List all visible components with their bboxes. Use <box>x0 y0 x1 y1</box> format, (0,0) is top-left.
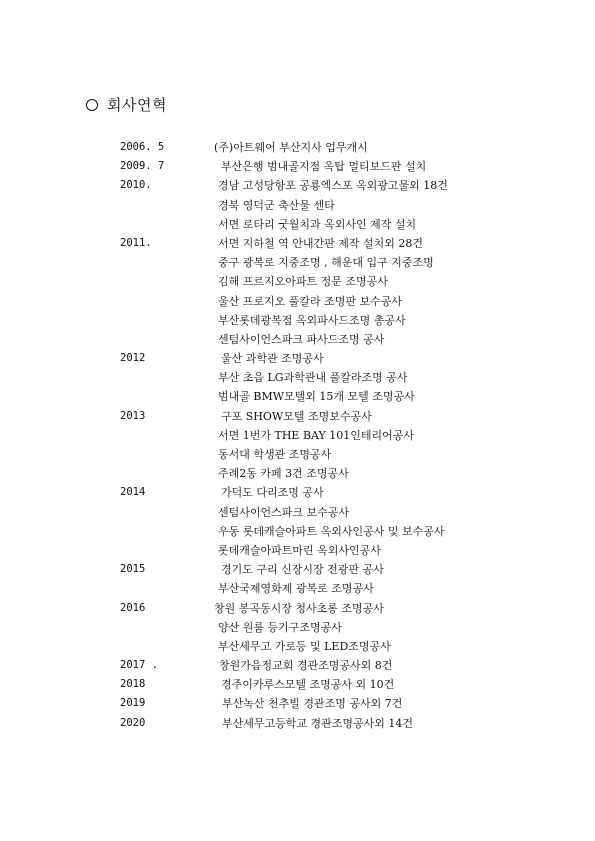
history-entry: 울산 과학관 조명공사 <box>221 352 324 366</box>
history-row <box>0 330 595 349</box>
history-year: 2010. <box>120 179 152 192</box>
history-entry: 부산 초읍 LG과학관내 풀칼라조명 공사 <box>218 371 408 385</box>
history-year: 2018 <box>120 678 146 691</box>
history-entry: 창원가음정교회 경관조명공사외 8건 <box>219 659 393 673</box>
history-row <box>0 138 595 157</box>
history-row <box>0 349 595 368</box>
history-year: 2015 <box>120 563 146 576</box>
history-entry: 부산롯데광복점 옥외파사드조명 총공사 <box>218 313 406 327</box>
history-row <box>0 234 595 253</box>
history-entry: 우동 롯데캐슬아파트 옥외사인공사 및 보수공사 <box>218 524 445 538</box>
history-row <box>0 675 595 694</box>
history-entry: 센텀사이언스파크 보수공사 <box>218 505 350 519</box>
section-heading <box>86 94 167 115</box>
company-history-list <box>0 138 595 733</box>
history-entry: 부산세무고등학교 경관조명공사외 14건 <box>222 716 414 730</box>
history-row <box>0 483 595 502</box>
history-row <box>0 196 595 215</box>
circle-bullet-icon <box>86 99 98 111</box>
history-entry: 주례2동 카페 3건 조명공사 <box>218 467 349 481</box>
history-row <box>0 272 595 291</box>
history-row <box>0 176 595 195</box>
history-entry: 경남 고성당항포 공룡엑스포 옥외광고물외 18건 <box>218 179 448 193</box>
history-row <box>0 311 595 330</box>
history-entry: 경북 영덕군 축산물 센타 <box>218 198 335 212</box>
history-year: 2017 . <box>120 659 158 672</box>
history-row <box>0 215 595 234</box>
history-year: 2016 <box>120 601 146 614</box>
history-row <box>0 714 595 733</box>
history-row <box>0 503 595 522</box>
history-row <box>0 541 595 560</box>
history-row <box>0 157 595 176</box>
history-entry: 김해 프르지오아파트 정문 조명공사 <box>218 275 388 289</box>
history-row <box>0 407 595 426</box>
history-year: 2013 <box>120 409 146 422</box>
history-entry: 서면 로타리 굿월치과 옥외사인 제작 설치 <box>218 217 417 231</box>
history-row <box>0 618 595 637</box>
history-entry: 동서대 학생관 조명공사 <box>218 448 332 461</box>
history-entry: 서면 지하철 역 안내간판 제작 설치외 28건 <box>218 236 423 250</box>
history-row <box>0 368 595 387</box>
history-row <box>0 387 595 406</box>
history-entry: 양산 원룸 등기구조명공사 <box>218 620 342 634</box>
section-title: 회사연혁 <box>107 96 167 114</box>
history-year: 2011. <box>120 236 152 249</box>
history-entry: 부산세무고 가로등 및 LED조명공사 <box>218 639 391 653</box>
history-entry: 경주이카루스모텔 조명공사 외 10건 <box>221 678 395 692</box>
history-entry: 롯데캐슬아파트마린 옥외사인공사 <box>218 543 381 557</box>
history-entry: 부산녹산 천추빌 경관조명 공사외 7건 <box>222 697 403 711</box>
history-year: 2009. 7 <box>120 160 165 173</box>
history-entry: 중구 광복로 지중조명 , 해운대 입구 지중조명 <box>218 256 434 270</box>
history-entry: 서면 1번가 THE BAY 101인테리어공사 <box>218 428 415 442</box>
history-entry: 구포 SHOW모텔 조명보수공사 <box>221 409 372 423</box>
history-entry: 범내골 BMW모텔외 15개 모텔 조명공사 <box>218 390 415 404</box>
history-row <box>0 579 595 598</box>
history-row <box>0 292 595 311</box>
history-row <box>0 694 595 713</box>
history-row <box>0 253 595 272</box>
history-row <box>0 445 595 464</box>
history-row <box>0 656 595 675</box>
history-year: 2014 <box>120 486 146 499</box>
history-entry: 부산국제영화제 광복로 조명공사 <box>218 582 374 596</box>
history-year: 2006. 5 <box>120 141 165 153</box>
history-row <box>0 522 595 541</box>
history-year: 2012 <box>120 352 146 365</box>
history-row <box>0 560 595 579</box>
history-entry: 창원 봉곡동시장 청사초롱 조명공사 <box>214 601 384 615</box>
history-entry: 부산은행 범내골지점 옥탑 멀티보드판 설치 <box>221 160 427 174</box>
history-entry: 센텀사이언스파크 파사드조명 공사 <box>218 332 385 346</box>
history-row <box>0 426 595 445</box>
history-row <box>0 637 595 656</box>
history-entry: 가덕도 다리조명 공사 <box>221 486 324 500</box>
history-entry: 울산 프로지오 풀칼라 조명판 보수공사 <box>218 294 403 308</box>
history-row <box>0 599 595 618</box>
history-entry: 경기도 구리 신장시장 전광판 공사 <box>221 563 384 577</box>
history-year: 2019 <box>120 697 146 710</box>
history-entry: (주)아트웨어 부산지사 업무개시 <box>214 141 368 154</box>
history-year: 2020 <box>120 716 146 729</box>
history-row <box>0 464 595 483</box>
